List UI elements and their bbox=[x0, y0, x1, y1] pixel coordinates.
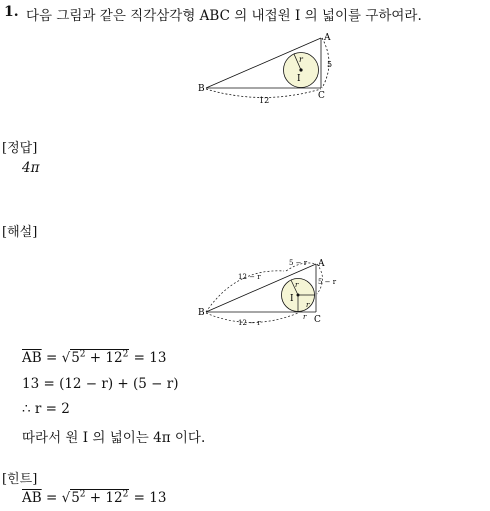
label-5: 5 bbox=[327, 60, 333, 69]
answer-header: [정답] bbox=[2, 141, 38, 156]
equals-sign: = bbox=[45, 350, 58, 366]
center-dot-2 bbox=[297, 294, 300, 297]
question-number: 1. bbox=[4, 4, 19, 20]
radicand-b: + 12 bbox=[85, 350, 123, 366]
center-dot bbox=[299, 68, 302, 71]
label-r-radius: r bbox=[295, 281, 299, 289]
segment-ab: $\overline{AB}$ bbox=[22, 350, 42, 366]
explanation-line-3: ∴ r = 2 bbox=[22, 401, 70, 417]
hint-line-1 bbox=[22, 490, 166, 506]
exponent-b: 2 bbox=[122, 349, 129, 360]
label-i-2: I bbox=[290, 294, 294, 304]
exponent-a: 2 bbox=[79, 349, 86, 360]
hint-radicand-a: 5 bbox=[71, 490, 80, 506]
explanation-line-4: 따라서 원 I 의 넓이는 4π 이다. bbox=[22, 430, 206, 446]
label-right-side: 5 − r bbox=[318, 278, 337, 286]
hint-result: = 13 bbox=[133, 490, 167, 506]
label-c: C bbox=[318, 91, 325, 101]
label-top-right: 5 − r bbox=[289, 259, 308, 267]
explanation-line-1 bbox=[22, 350, 166, 366]
label-a-2: A bbox=[318, 259, 325, 269]
radicand-a: 5 bbox=[71, 350, 80, 366]
label-r-right: r bbox=[306, 301, 310, 309]
label-r-bottom: r bbox=[303, 313, 307, 321]
hint-equals-sign: = bbox=[45, 490, 58, 506]
hint-exponent-b: 2 bbox=[122, 489, 129, 500]
hint-exponent-a: 2 bbox=[79, 489, 86, 500]
label-b: B bbox=[198, 84, 205, 94]
label-b-2: B bbox=[198, 308, 205, 318]
explanation-header: [해설] bbox=[2, 225, 38, 240]
label-i: I bbox=[297, 74, 301, 84]
explanation-figure bbox=[196, 254, 346, 334]
label-r: r bbox=[299, 55, 303, 64]
question-text: 다음 그림과 같은 직각삼각형 ABC 의 내접원 I 의 넓이를 구하여라. bbox=[26, 8, 422, 24]
hint-header: [힌트] bbox=[2, 472, 38, 487]
square-root: $√5^2 + 12^2$ bbox=[61, 349, 129, 366]
answer-value: 4π bbox=[22, 160, 40, 176]
label-c-2: C bbox=[314, 315, 321, 325]
figure-triangle bbox=[198, 28, 338, 108]
label-top-left: 12 − r bbox=[238, 273, 261, 281]
hint-segment-ab: $\overline{AB}$ bbox=[22, 490, 42, 506]
hint-radicand-b: + 12 bbox=[85, 490, 123, 506]
result: = 13 bbox=[133, 350, 167, 366]
label-a: A bbox=[324, 33, 331, 43]
explanation-line-2: 13 = (12 − r) + (5 − r) bbox=[22, 376, 179, 392]
label-12: 12 bbox=[259, 96, 270, 105]
hint-square-root: $√5^2 + 12^2$ bbox=[61, 489, 129, 506]
label-bottom: 12 − r bbox=[238, 319, 261, 327]
